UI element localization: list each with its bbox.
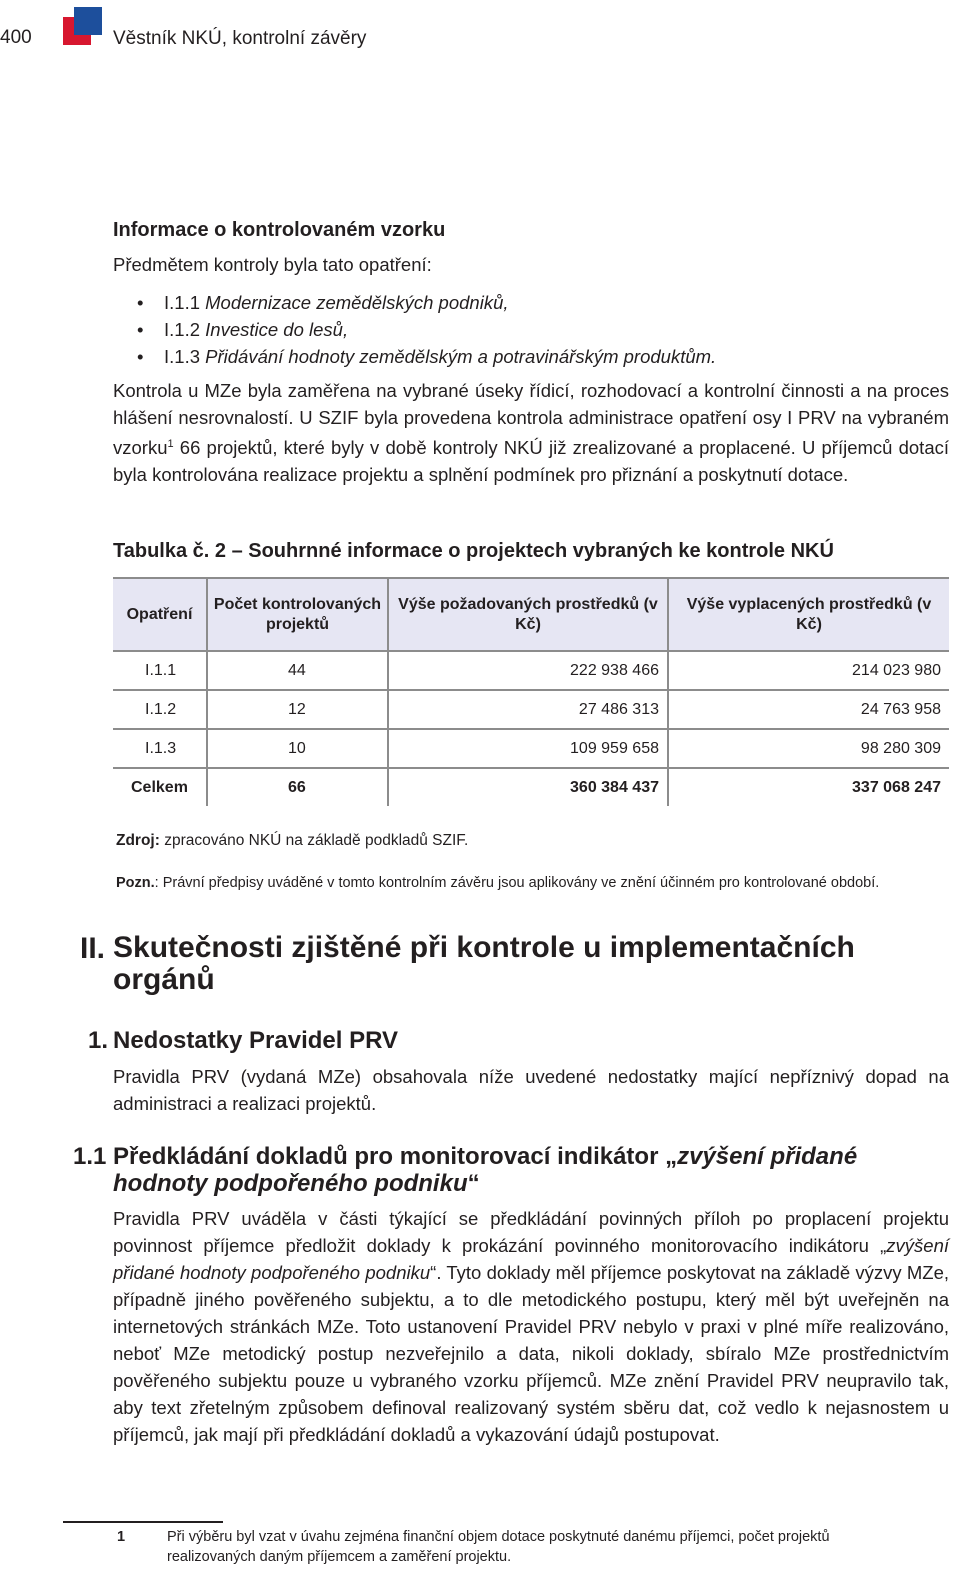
page-number: 400 <box>0 27 32 48</box>
table-caption: Tabulka č. 2 – Souhrnné informace o projektech vybraných ke kontrole NKÚ <box>113 540 834 562</box>
col-header-requested: Výše požadovaných prostředků (v Kč) <box>388 578 668 651</box>
table-row <box>113 651 949 690</box>
subsection-text: Pravidla PRV (vydaná MZe) obsahovala níže uvedené nedostatky mající nepříznivý dopad na administraci a realizaci projektů. <box>113 1066 949 1114</box>
running-header-title: Věstník NKÚ, kontrolní závěry <box>113 28 367 49</box>
cell-requested: 109 959 658 <box>388 729 668 768</box>
sample-heading: Informace o kontrolovaném vzorku <box>113 219 446 241</box>
logo-blue-square <box>74 7 102 35</box>
section-title: Skutečnosti zjištěné při kontrole u implementačních orgánů <box>113 931 855 996</box>
cell-requested: 222 938 466 <box>388 651 668 690</box>
footnote-ref: 1 <box>167 438 174 450</box>
cell-count: 12 <box>207 690 388 729</box>
footnote-divider <box>63 1521 223 1523</box>
sample-intro: Předmětem kontroly byla tato opatření: <box>113 254 432 275</box>
section-number: II. <box>80 932 106 965</box>
cell-paid: 214 023 980 <box>668 651 949 690</box>
nku-logo <box>63 7 103 47</box>
table-note: Pozn.: Právní předpisy uváděné v tomto kontrolním závěru jsou aplikovány ve znění účinném pro kontrolované období. <box>116 875 880 891</box>
table-header-row <box>113 578 949 651</box>
subsubsection-text: Pravidla PRV uváděla v části týkající se předkládání povinných příloh po proplacení projektu povinnost příjemce předložit doklady k prokázání povinného monitorovacího indikátoru „zvýšení přidané hodnoty podpořeného podniku“. Tyto doklady měl příjemce poskytovat na základě výzvy MZe, případně jiného pověřeného subjektu, a to dle metodického postupu, který měl být uveřejněn na internetových stránkách MZe. Toto ustanovení Pravidel PRV nebylo v praxi v plné míře realizováno, neboť MZe metodický postup nezveřejnilo a data, nikoli doklady, sbíralo MZe prostřednictvím pověřeného subjektu pouze u vybraného vzorku příjemců. MZe znění Pravidel PRV neupravilo tak, aby text zřetelným způsobem definoval realizovaný systém sběru dat, což vedlo k nejasnostem u příjemců, jak mají při předkládání dokladů a vykazování údajů postupovat. <box>113 1208 949 1445</box>
list-item: • I.1.1 Modernizace zemědělských podniků, <box>113 289 716 316</box>
cell-measure: I.1.3 <box>113 729 207 768</box>
cell-measure: I.1.2 <box>113 690 207 729</box>
subsubsection-title: Předkládání dokladů pro monitorovací indikátor „zvýšení přidané hodnoty podpořeného podniku“ <box>113 1143 858 1197</box>
cell-paid: 98 280 309 <box>668 729 949 768</box>
footnote-text: Při výběru byl vzat v úvahu zejména finanční objem dotace poskytnuté danému příjemci, počet projektů realizovaných daným příjemcem a zaměření projektu. <box>167 1529 830 1565</box>
col-header-count: Počet kontrolovaných projektů <box>207 578 388 651</box>
table-row <box>113 729 949 768</box>
cell-requested: 27 486 313 <box>388 690 668 729</box>
sample-paragraph: Kontrola u MZe byla zaměřena na vybrané úseky řídicí, rozhodovací a kontrolní činnosti a na proces hlášení nesrovnalostí. U SZIF byla provedena kontrola administrace opatření osy I PRV na vybraném vzorku$^1$ 66 projektů, které byly v době kontroly NKÚ již zrealizované a proplacené. U příjemců dotací byla kontrolována realizace projektu a splnění podmínek pro přiznání a poskytnutí dotace. <box>113 380 949 486</box>
subsection-title: Nedostatky Pravidel PRV <box>113 1027 399 1054</box>
col-header-measure: Opatření <box>113 578 207 651</box>
cell-total-label: Celkem <box>131 778 188 796</box>
table-row <box>113 690 949 729</box>
projects-summary-table <box>113 577 949 806</box>
cell-total-count: 66 <box>207 768 388 806</box>
cell-measure: I.1.1 <box>113 651 207 690</box>
col-header-paid: Výše vyplacených prostředků (v Kč) <box>668 578 949 651</box>
table-source: Zdroj: zpracováno NKÚ na základě podkladů SZIF. <box>116 832 469 849</box>
subsection-number: 1. <box>88 1027 109 1054</box>
cell-total-requested: 360 384 437 <box>388 768 668 806</box>
list-item: • I.1.3 Přidávání hodnoty zemědělským a potravinářským produktům. <box>113 343 716 370</box>
subsubsection-number: 1.1 <box>73 1143 107 1170</box>
footnote-number: 1 <box>117 1529 126 1545</box>
cell-count: 10 <box>207 729 388 768</box>
cell-count: 44 <box>207 651 388 690</box>
measures-list <box>113 289 716 370</box>
table-total-row <box>113 768 949 806</box>
cell-paid: 24 763 958 <box>668 690 949 729</box>
cell-total-paid: 337 068 247 <box>668 768 949 806</box>
list-item: • I.1.2 Investice do lesů, <box>113 316 716 343</box>
